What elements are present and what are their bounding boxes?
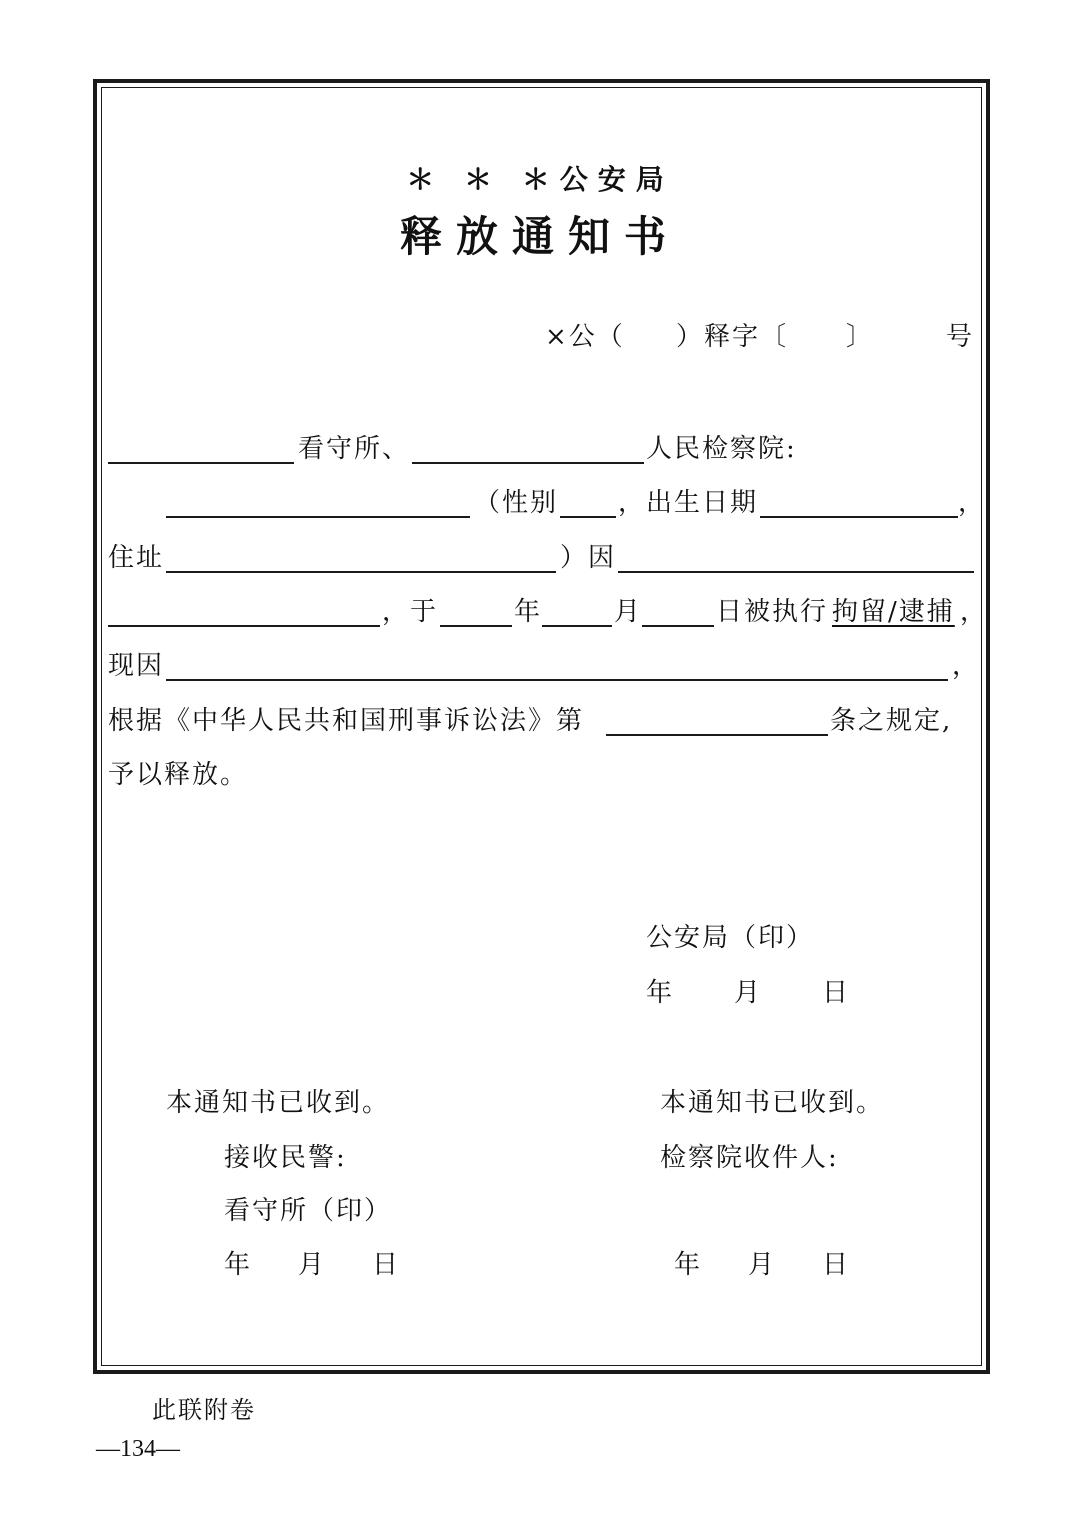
left-receipt-officer-label: 接收民警: bbox=[224, 1143, 347, 1173]
gender-label: （性别 bbox=[474, 488, 559, 518]
case-reason-blank[interactable] bbox=[618, 571, 974, 573]
year-blank[interactable] bbox=[440, 625, 512, 627]
birth-date-blank[interactable] bbox=[760, 516, 958, 518]
right-receipt-day-label: 日 bbox=[822, 1250, 851, 1280]
signature-day-label: 日 bbox=[822, 978, 851, 1008]
bureau-seal-label: 公安局（印） bbox=[646, 923, 815, 953]
release-statement: 予以释放。 bbox=[108, 760, 249, 790]
address-label: 住址 bbox=[108, 543, 165, 573]
left-receipt-received: 本通知书已收到。 bbox=[166, 1088, 391, 1118]
right-receipt-month-label: 月 bbox=[748, 1250, 777, 1280]
left-receipt-month-label: 月 bbox=[298, 1250, 327, 1280]
signature-year-label: 年 bbox=[646, 978, 675, 1008]
day-blank[interactable] bbox=[642, 625, 714, 627]
line4-comma: ， bbox=[960, 597, 989, 627]
document-title: 释放通知书 bbox=[399, 212, 680, 261]
case-reason-continued-blank[interactable] bbox=[108, 625, 380, 627]
article-number-blank[interactable] bbox=[606, 734, 828, 736]
left-receipt-seal-label: 看守所（印） bbox=[224, 1196, 393, 1226]
detention-center-label: 看守所、 bbox=[298, 434, 411, 464]
line5-comma: ， bbox=[952, 651, 981, 681]
year-label: 年 bbox=[514, 597, 543, 627]
day-executed-label: 日被执行 bbox=[716, 597, 829, 627]
copy-note: 此联附卷 bbox=[152, 1396, 256, 1424]
left-receipt-year-label: 年 bbox=[224, 1250, 253, 1280]
right-receipt-recipient-label: 检察院收件人: bbox=[660, 1143, 839, 1173]
doc-number-prefix: ×公（ bbox=[545, 322, 625, 352]
article-suffix-label: 条之规定, bbox=[830, 706, 953, 736]
gender-blank[interactable] bbox=[560, 516, 616, 518]
release-reason-blank[interactable] bbox=[166, 679, 948, 681]
page-number: —134— bbox=[96, 1436, 180, 1462]
right-receipt-year-label: 年 bbox=[674, 1250, 703, 1280]
doc-number-type: ）释字〔 bbox=[676, 322, 789, 352]
now-because-label: 现因 bbox=[108, 651, 165, 681]
because-label: ）因 bbox=[560, 543, 617, 573]
procuratorate-label: 人民检察院: bbox=[646, 434, 797, 464]
signature-month-label: 月 bbox=[734, 978, 763, 1008]
month-label: 月 bbox=[614, 597, 643, 627]
detention-type-option[interactable]: 拘留/逮捕 bbox=[832, 597, 955, 627]
month-blank[interactable] bbox=[542, 625, 612, 627]
procuratorate-blank[interactable] bbox=[412, 462, 644, 464]
line2-comma: ， bbox=[958, 488, 987, 518]
at-label: ，于 bbox=[382, 597, 439, 627]
address-blank[interactable] bbox=[166, 571, 556, 573]
left-receipt-day-label: 日 bbox=[372, 1250, 401, 1280]
name-blank[interactable] bbox=[166, 516, 470, 518]
right-receipt-received: 本通知书已收到。 bbox=[660, 1088, 885, 1118]
doc-number-suffix: 号 bbox=[946, 322, 975, 352]
birth-date-label: ，出生日期 bbox=[618, 488, 759, 518]
issuing-authority: ＊ ＊ ＊公安局 bbox=[406, 163, 674, 196]
doc-number-close: 〕 bbox=[846, 322, 875, 352]
legal-basis-label: 根据《中华人民共和国刑事诉讼法》第 bbox=[108, 706, 585, 736]
detention-center-blank[interactable] bbox=[108, 462, 294, 464]
